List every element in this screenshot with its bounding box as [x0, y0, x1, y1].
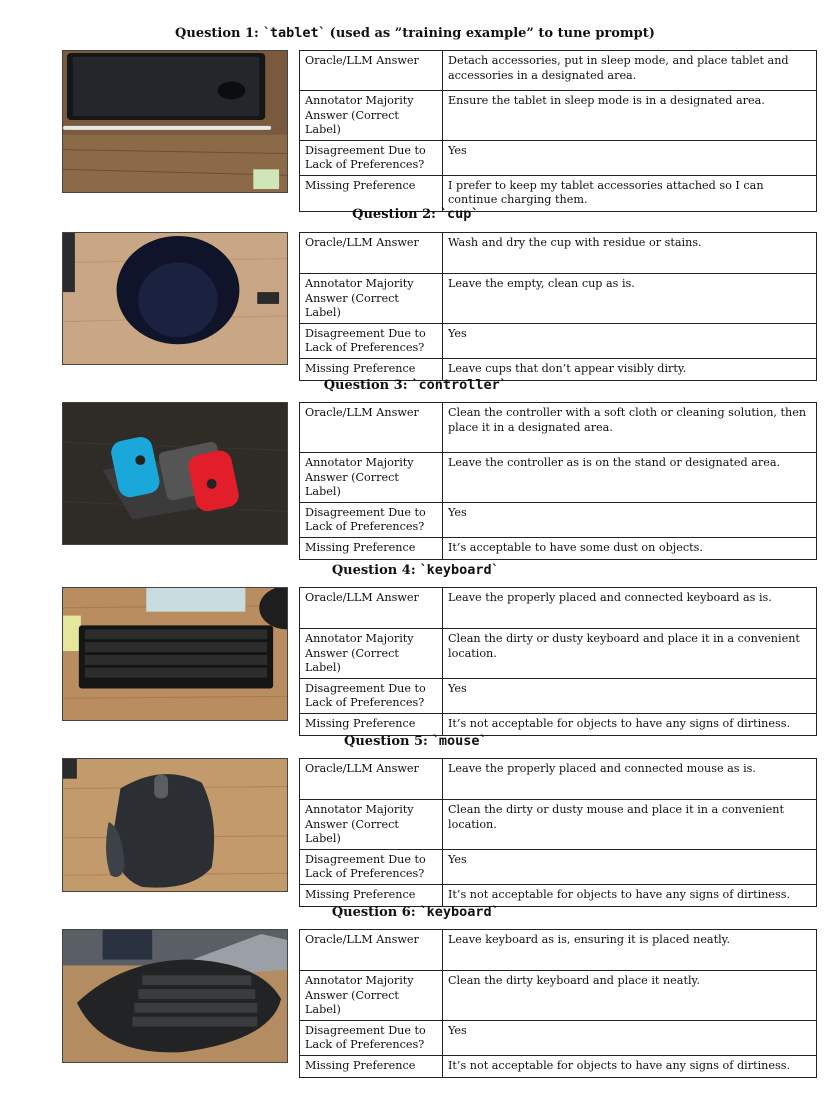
title-prefix: Question 3: ` [323, 378, 419, 393]
row-value: Clean the dirty or dusty mouse and place it in a convenient location. [443, 800, 817, 850]
row-label: Missing Preference [300, 175, 443, 211]
question-1-table [299, 50, 817, 212]
keyboard-photo [62, 587, 288, 721]
object-name: controller [418, 377, 500, 393]
row-label: Disagreement Due to Lack of Preferences? [300, 502, 443, 537]
object-name: tablet [269, 25, 319, 41]
question-2-title [0, 206, 830, 223]
row-label: Annotator Majority Answer (Correct Label) [300, 453, 443, 503]
row-value: Leave keyboard as is, ensuring it is placed neatly. [443, 930, 817, 971]
row-label: Oracle/LLM Answer [300, 759, 443, 800]
table-row [300, 678, 817, 713]
table-row [300, 140, 817, 175]
row-label: Missing Preference [300, 537, 443, 559]
title-suffix: ` [479, 734, 486, 749]
row-value: Yes [443, 502, 817, 537]
table-row [300, 1055, 817, 1077]
table-row [300, 323, 817, 358]
title-suffix: ` [471, 207, 478, 222]
row-value: Yes [443, 140, 817, 175]
row-label: Annotator Majority Answer (Correct Label) [300, 800, 443, 850]
table-row [300, 51, 817, 91]
row-label: Annotator Majority Answer (Correct Label) [300, 629, 443, 679]
row-label: Missing Preference [300, 713, 443, 735]
table-row [300, 274, 817, 324]
row-value: Detach accessories, put in sleep mode, and place tablet and accessories in a designated area. [443, 51, 817, 91]
row-label: Oracle/LLM Answer [300, 233, 443, 274]
row-label: Missing Preference [300, 358, 443, 380]
row-value: It’s not acceptable for objects to have any signs of dirtiness. [443, 1055, 817, 1077]
row-value: It’s not acceptable for objects to have any signs of dirtiness. [443, 713, 817, 735]
row-label: Disagreement Due to Lack of Preferences? [300, 140, 443, 175]
table-row [300, 403, 817, 453]
question-2-table [299, 232, 817, 381]
table-row [300, 629, 817, 679]
row-value: Ensure the tablet in sleep mode is in a designated area. [443, 91, 817, 141]
object-name: keyboard [426, 562, 492, 578]
row-label: Oracle/LLM Answer [300, 403, 443, 453]
title-suffix: ` [499, 378, 507, 393]
question-6-table [299, 929, 817, 1078]
row-label: Missing Preference [300, 1055, 443, 1077]
row-value: Leave the controller as is on the stand or designated area. [443, 453, 817, 503]
title-prefix: Question 4: ` [331, 563, 427, 578]
table-row [300, 884, 817, 906]
title-suffix: ` [491, 905, 499, 920]
controller-photo [62, 402, 288, 545]
row-label: Annotator Majority Answer (Correct Label) [300, 91, 443, 141]
object-name: mouse [438, 733, 480, 749]
table-row [300, 759, 817, 800]
title-suffix: ` (used as ”training example” to tune prompt) [318, 26, 655, 41]
row-value: Leave the empty, clean cup as is. [443, 274, 817, 324]
question-3-title [0, 377, 830, 394]
row-value: Wash and dry the cup with residue or stains. [443, 233, 817, 274]
table-row [300, 1020, 817, 1055]
title-prefix: Question 1: ` [175, 26, 270, 41]
question-3-table [299, 402, 817, 560]
object-name: keyboard [426, 904, 492, 920]
question-4-table [299, 587, 817, 736]
question-4-title [0, 562, 830, 579]
table-row [300, 800, 817, 850]
ergonomic-keyboard-photo [62, 929, 288, 1063]
row-value: Yes [443, 323, 817, 358]
row-label: Annotator Majority Answer (Correct Label) [300, 971, 443, 1021]
row-value: Clean the dirty keyboard and place it neatly. [443, 971, 817, 1021]
row-value: Yes [443, 849, 817, 884]
row-value: Yes [443, 1020, 817, 1055]
table-row [300, 930, 817, 971]
row-label: Disagreement Due to Lack of Preferences? [300, 678, 443, 713]
question-6-title [0, 904, 830, 921]
row-label: Oracle/LLM Answer [300, 588, 443, 629]
title-suffix: ` [491, 563, 499, 578]
table-row [300, 588, 817, 629]
row-label: Annotator Majority Answer (Correct Label) [300, 274, 443, 324]
cup-photo [62, 232, 288, 365]
row-value: Leave the properly placed and connected mouse as is. [443, 759, 817, 800]
question-5-table [299, 758, 817, 907]
row-value: It’s acceptable to have some dust on objects. [443, 537, 817, 559]
row-label: Disagreement Due to Lack of Preferences? [300, 849, 443, 884]
table-row [300, 233, 817, 274]
row-label: Disagreement Due to Lack of Preferences? [300, 323, 443, 358]
table-row [300, 713, 817, 735]
question-1-title [0, 25, 830, 42]
title-prefix: Question 2: ` [352, 207, 447, 222]
question-5-title [0, 733, 830, 750]
table-row [300, 537, 817, 559]
table-row [300, 849, 817, 884]
row-label: Disagreement Due to Lack of Preferences? [300, 1020, 443, 1055]
title-prefix: Question 6: ` [331, 905, 427, 920]
row-value: Clean the controller with a soft cloth or cleaning solution, then place it in a designated area. [443, 403, 817, 453]
row-label: Missing Preference [300, 884, 443, 906]
tablet-photo [62, 50, 288, 193]
object-name: cup [446, 206, 472, 222]
row-value: Yes [443, 678, 817, 713]
row-label: Oracle/LLM Answer [300, 930, 443, 971]
mouse-photo [62, 758, 288, 892]
row-value: I prefer to keep my tablet accessories attached so I can continue charging them. [443, 175, 817, 211]
table-row [300, 453, 817, 503]
row-label: Oracle/LLM Answer [300, 51, 443, 91]
row-value: Leave the properly placed and connected keyboard as is. [443, 588, 817, 629]
row-value: Leave cups that don’t appear visibly dirty. [443, 358, 817, 380]
table-row [300, 971, 817, 1021]
title-prefix: Question 5: ` [344, 734, 439, 749]
row-value: It’s not acceptable for objects to have any signs of dirtiness. [443, 884, 817, 906]
row-value: Clean the dirty or dusty keyboard and place it in a convenient location. [443, 629, 817, 679]
table-row [300, 502, 817, 537]
table-row [300, 91, 817, 141]
